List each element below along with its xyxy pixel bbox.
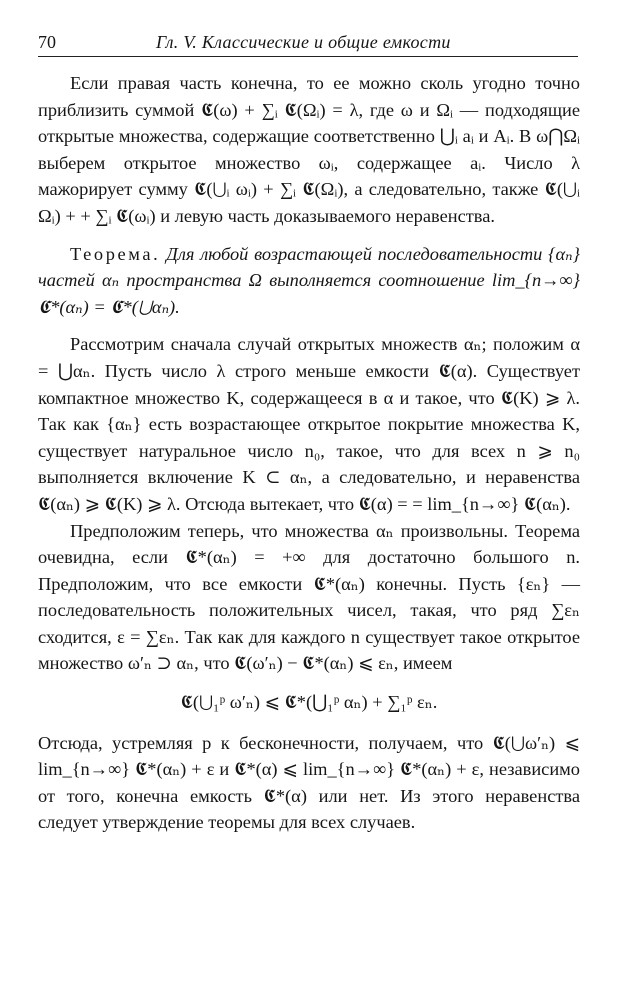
theorem-text: Для любой возрастающей последовательности {αₙ} частей αₙ пространства Ω выполняется соотношение lim_{n→∞} 𝕮*(αₙ) = 𝕮*(⋃αₙ). [38,243,580,317]
paragraph-2: Рассмотрим сначала случай открытых множеств αₙ; положим α = ⋃αₙ. Пусть число λ строго меньше емкости 𝕮(α). Существует компактное множество K, содержащееся в α и такое, что 𝕮(K) ⩾ λ. Так как {αₙ} есть возрастающее открытое покрытие множества K, существует натуральное число n₀, такое, что для всех n ⩾ n₀ выполняется включение K ⊂ αₙ, а следовательно, и неравенства 𝕮(αₙ) ⩾ 𝕮(K) ⩾ λ. Отсюда вытекает, что 𝕮(α) = = lim_{n→∞} 𝕮(αₙ). [38,334,580,514]
page-body [38,70,580,836]
paragraph-3: Предположим теперь, что множества αₙ произвольны. Теорема очевидна, если 𝕮*(αₙ) = +∞ для достаточно большого n. Предположим, что все емкости 𝕮*(αₙ) конечны. Пусть {εₙ} — последовательность положительных чисел, такая, что ряд ∑εₙ сходится, ε = ∑εₙ. Так как для каждого n существует такое открытое множество ω′ₙ ⊃ αₙ, что 𝕮(ω′ₙ) − 𝕮*(αₙ) ⩽ εₙ, имеем [38,520,580,674]
paragraph-1: Если правая часть конечна, то ее можно сколь угодно точно приблизить суммой 𝕮(ω) + ∑ᵢ 𝕮(Ωᵢ) = λ, где ω и Ωᵢ — подходящие открытые множества, содержащие соответственно ⋃ᵢ aᵢ и Aᵢ. В ω⋂Ωᵢ выберем открытое множество ωᵢ, содержащее aᵢ. Число λ мажорирует сумму 𝕮(⋃ᵢ ωᵢ) + ∑ᵢ 𝕮(Ωᵢ), а следовательно, также 𝕮(⋃ᵢ Ωᵢ) + + ∑ᵢ 𝕮(ωᵢ) и левую часть доказываемого неравенства. [38,73,580,226]
page-header [38,30,578,57]
paragraph-4: Отсюда, устремляя p к бесконечности, получаем, что 𝕮(⋃ω′ₙ) ⩽ lim_{n→∞} 𝕮*(αₙ) + ε и 𝕮*(α) ⩽ lim_{n→∞} 𝕮*(αₙ) + ε, независимо от того, конечна емкость 𝕮*(α) или нет. Из этого неравенства следует утверждение теоремы для всех случаев. [38,732,580,833]
theorem [38,241,580,321]
running-title: Гл. V. Классические и общие емкости [156,32,451,52]
page-number: 70 [38,32,56,52]
theorem-label: Теорема. [70,243,161,264]
display-formula: 𝕮(⋃₁ᵖ ω′ₙ) ⩽ 𝕮*(⋃₁ᵖ αₙ) + ∑₁ᵖ εₙ. [180,692,438,713]
